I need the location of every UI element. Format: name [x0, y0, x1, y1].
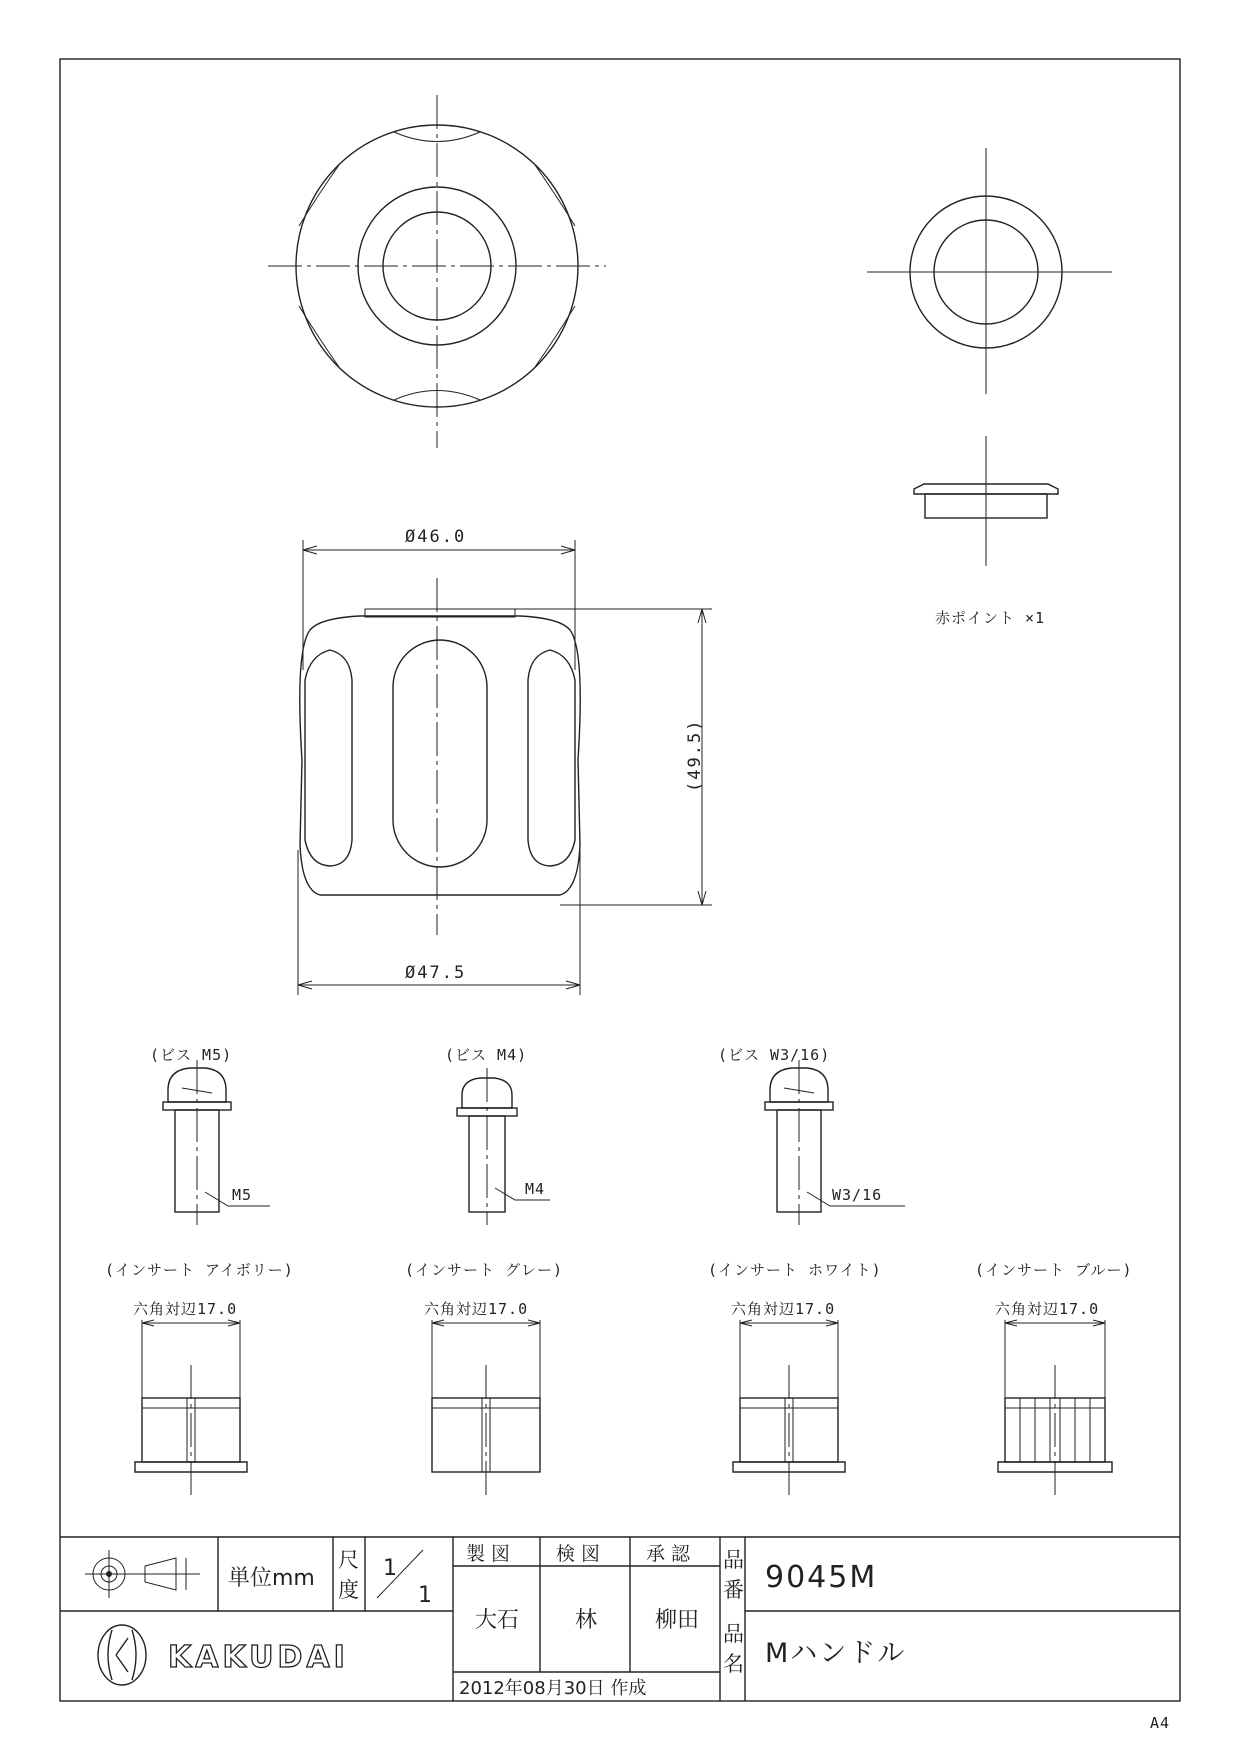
screw-m4-thread: M4 — [525, 1180, 546, 1198]
screw-m5-thread: M5 — [232, 1186, 253, 1204]
insert-gray-title: (インサート グレー) — [405, 1261, 564, 1279]
part-no-label-1: 品 — [723, 1548, 744, 1572]
checked-by: 林 — [575, 1608, 598, 1633]
drafted-by: 大石 — [475, 1608, 520, 1633]
approved-by: 柳田 — [655, 1608, 700, 1633]
scale-numerator: 1 — [383, 1556, 397, 1581]
part-name-label-2: 名 — [723, 1652, 744, 1676]
part-no-label-2: 番 — [723, 1578, 744, 1602]
insert-white-title: (インサート ホワイト) — [708, 1261, 882, 1279]
dim-height: (49.5) — [685, 718, 705, 792]
kakudai-logo-icon — [98, 1625, 146, 1685]
dim-bottom-diameter: Ø47.5 — [405, 963, 467, 983]
insert-white-size: 六角対辺17.0 — [731, 1300, 836, 1318]
part-name-label-1: 品 — [723, 1622, 744, 1646]
brand-name: KAKUDAI — [168, 1640, 349, 1675]
screw-m5 — [163, 1060, 270, 1225]
screw-w316-title: (ビス W3/16) — [718, 1046, 831, 1064]
red-point-label: 赤ポイント ×1 — [935, 609, 1046, 627]
scale-label-2: 度 — [338, 1578, 359, 1602]
approved-header: 承 認 — [646, 1543, 691, 1565]
scale-denominator: 1 — [418, 1583, 432, 1608]
title-block — [60, 1537, 1180, 1701]
part-name: Mハンドル — [765, 1638, 907, 1669]
handle-top-view — [268, 95, 606, 448]
insert-white — [733, 1320, 845, 1495]
insert-blue-title: (インサート ブルー) — [975, 1261, 1133, 1279]
insert-ivory-size: 六角対辺17.0 — [133, 1300, 238, 1318]
checked-header: 検 図 — [556, 1543, 601, 1565]
screw-m4 — [457, 1068, 550, 1225]
insert-ivory-title: (インサート アイボリー) — [105, 1261, 294, 1279]
red-point-side-view — [914, 436, 1058, 566]
insert-gray — [432, 1320, 540, 1495]
projection-symbol-icon — [85, 1550, 200, 1598]
screw-m4-title: (ビス M4) — [445, 1046, 528, 1064]
paper-size: A4 — [1150, 1714, 1171, 1732]
screw-m5-title: (ビス M5) — [150, 1046, 233, 1064]
handle-side-view — [300, 578, 580, 935]
dim-top-diameter: Ø46.0 — [405, 527, 467, 547]
unit-label: 単位mm — [228, 1566, 315, 1591]
drafted-header: 製 図 — [466, 1543, 511, 1565]
insert-gray-size: 六角対辺17.0 — [424, 1300, 529, 1318]
drawing-frame — [60, 59, 1180, 1701]
screw-w316-thread: W3/16 — [832, 1186, 883, 1204]
insert-blue — [998, 1320, 1112, 1495]
drawing-date: 2012年08月30日 作成 — [459, 1678, 647, 1699]
scale-label-1: 尺 — [338, 1548, 359, 1572]
insert-ivory — [135, 1320, 247, 1495]
part-number: 9045M — [765, 1560, 878, 1595]
red-point-top-view — [867, 148, 1112, 394]
dimension-lines — [298, 540, 712, 995]
insert-blue-size: 六角対辺17.0 — [995, 1300, 1100, 1318]
